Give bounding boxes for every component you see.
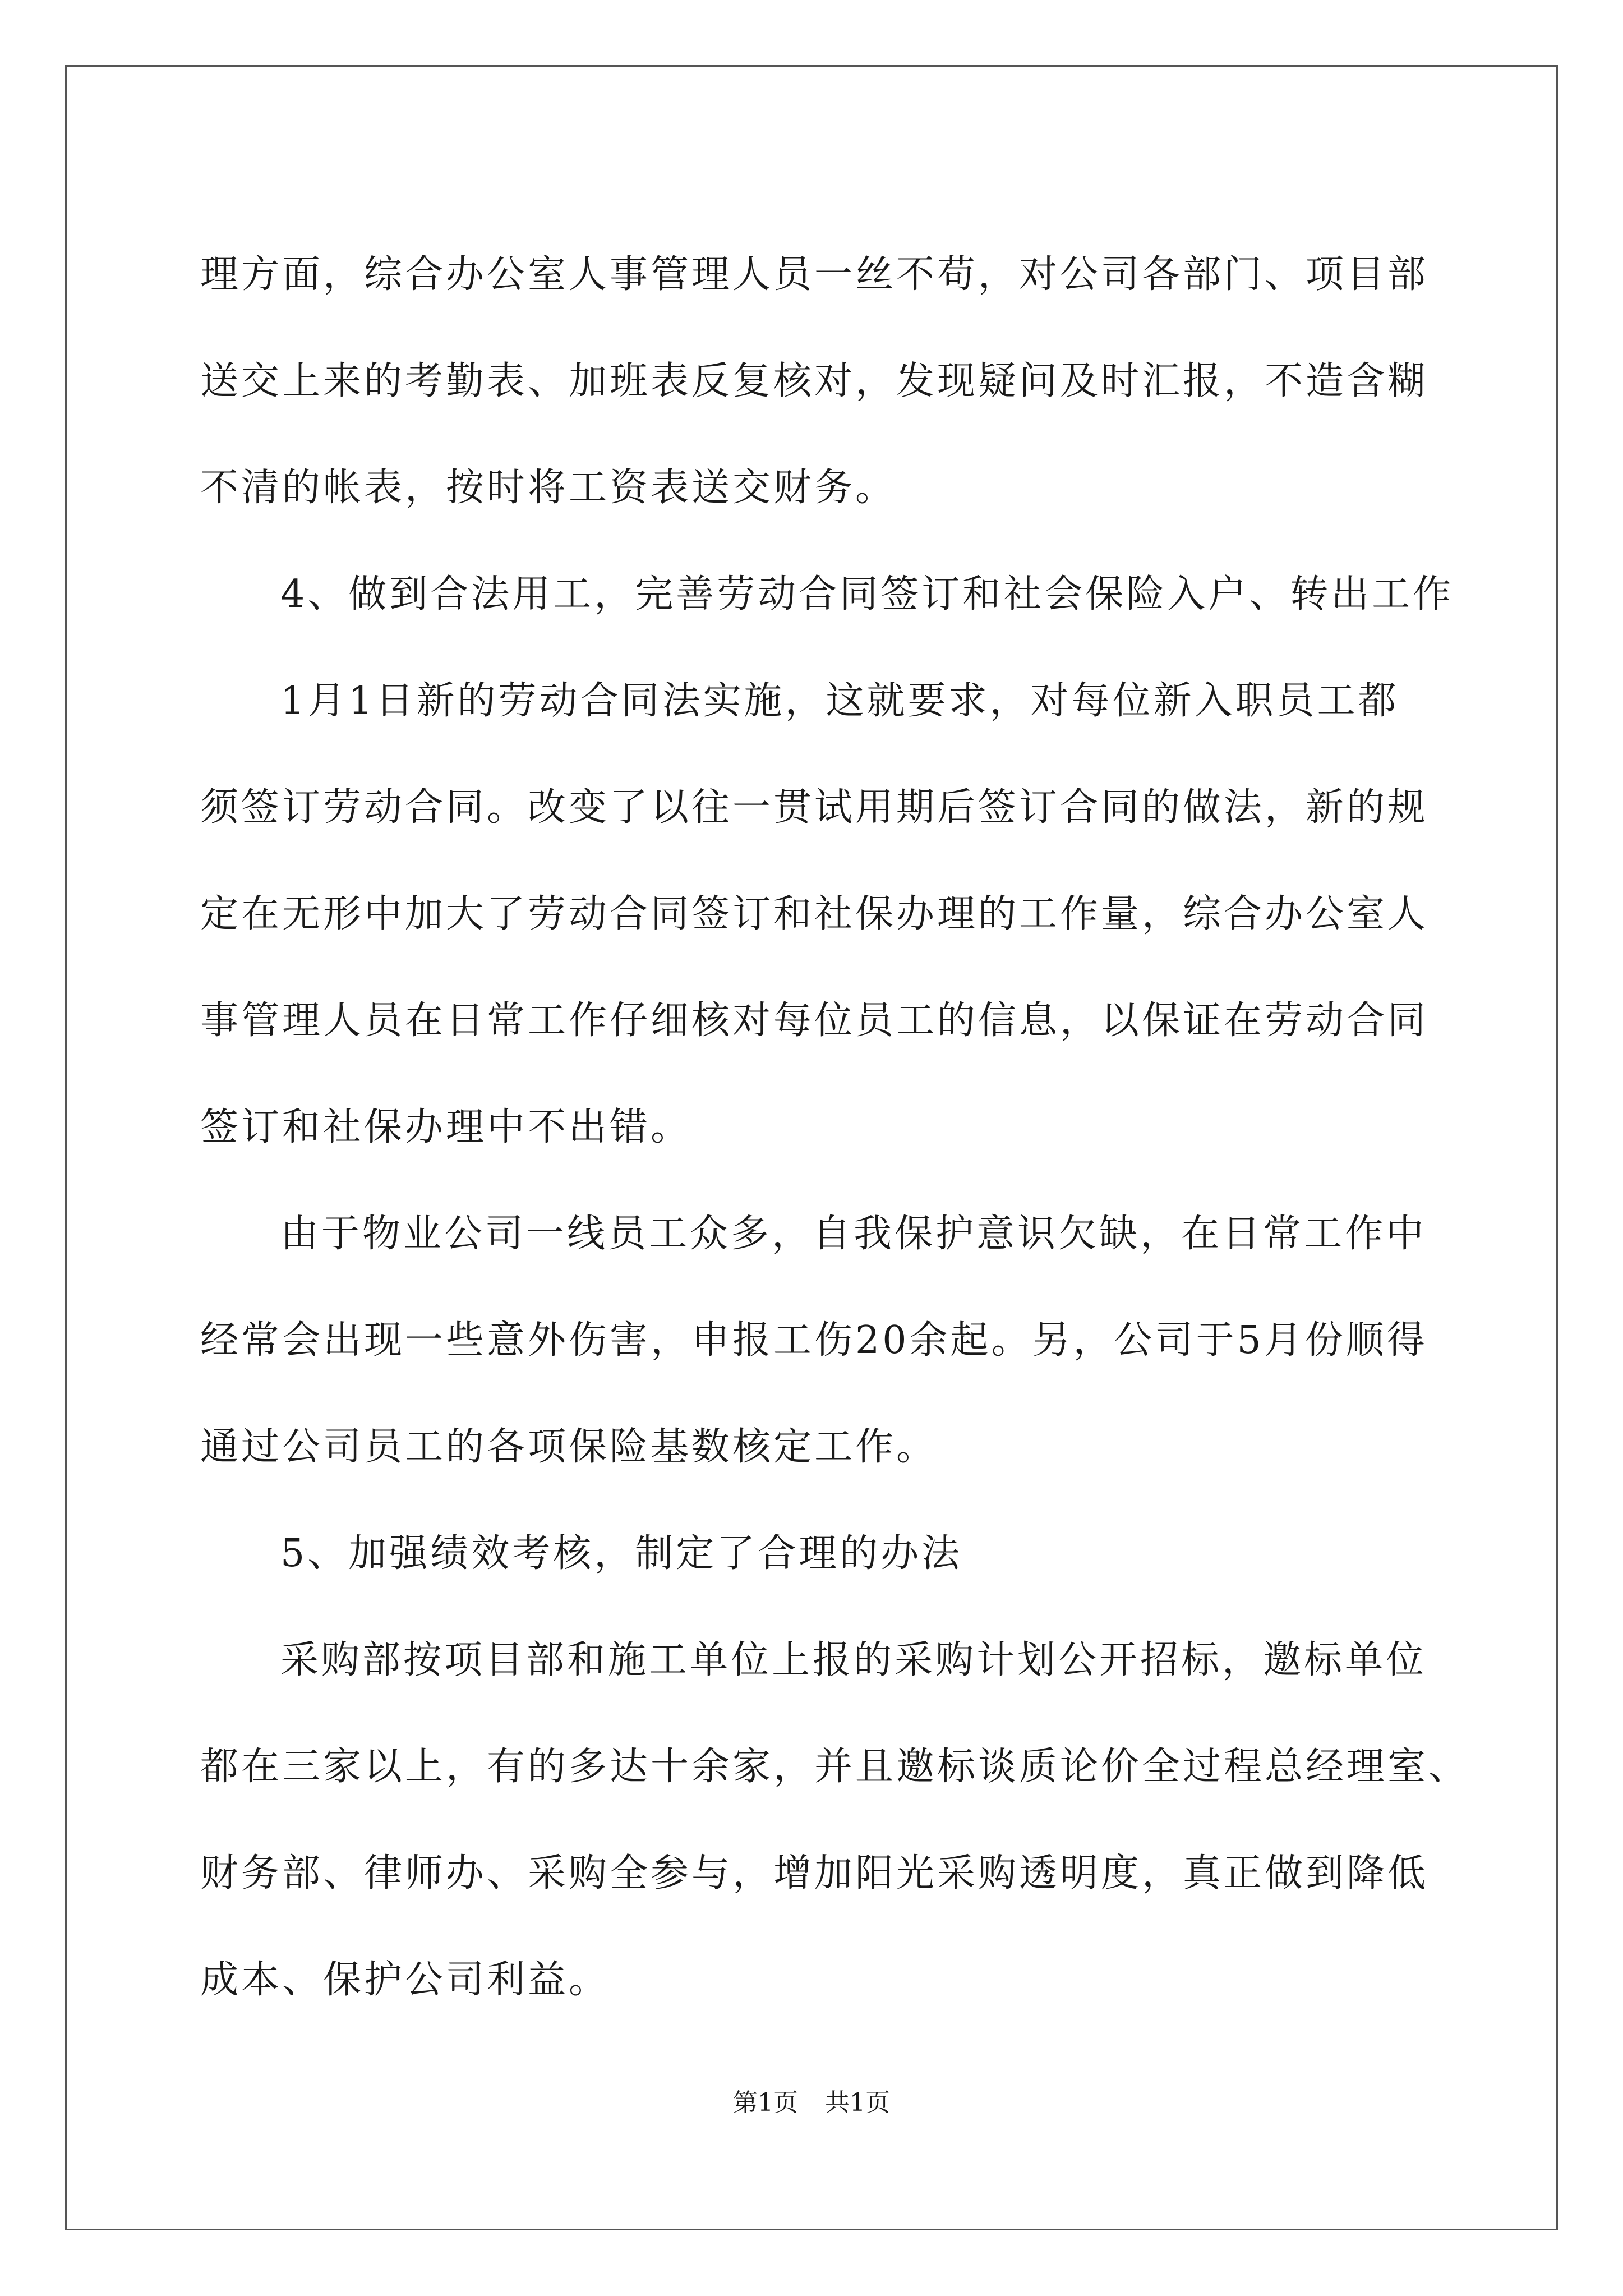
text-line: 采购部按项目部和施工单位上报的采购计划公开招标，邀标单位 bbox=[280, 1638, 1427, 1682]
page-footer bbox=[0, 2082, 1623, 2118]
text-line: 定在无形中加大了劳动合同签订和社保办理的工作量，综合办公室人 bbox=[200, 892, 1429, 936]
section-heading: 5、加强绩效考核，制定了合理的办法 bbox=[280, 1531, 963, 1576]
text-line: 成本、保护公司利益。 bbox=[200, 1958, 610, 2002]
text-line: 送交上来的考勤表、加班表反复核对，发现疑问及时汇报，不造含糊 bbox=[200, 359, 1429, 403]
page-total: 共1页 bbox=[825, 2088, 890, 2117]
text-line: 通过公司员工的各项保险基数核定工作。 bbox=[200, 1425, 938, 1469]
text-line: 须签订劳动合同。改变了以往一贯试用期后签订合同的做法，新的规 bbox=[200, 785, 1429, 830]
text-line: 财务部、律师办、采购全参与，增加阳光采购透明度，真正做到降低 bbox=[200, 1851, 1429, 1895]
section-heading: 4、做到合法用工，完善劳动合同签订和社会保险入户、转出工作 bbox=[280, 572, 1454, 616]
text-line: 不清的帐表，按时将工资表送交财务。 bbox=[200, 466, 897, 510]
text-line: 事管理人员在日常工作仔细核对每位员工的信息，以保证在劳动合同 bbox=[200, 999, 1429, 1043]
text-line: 1月1日新的劳动合同法实施，这就要求，对每位新入职员工都 bbox=[280, 679, 1399, 723]
text-line: 签订和社保办理中不出错。 bbox=[200, 1105, 692, 1149]
document-body bbox=[200, 222, 1468, 2033]
text-line: 理方面，综合办公室人事管理人员一丝不苟，对公司各部门、项目部 bbox=[200, 252, 1429, 297]
page-number: 第1页 bbox=[733, 2088, 798, 2117]
text-line: 都在三家以上，有的多达十余家，并且邀标谈质论价全过程总经理室、 bbox=[200, 1745, 1470, 1789]
text-line: 由于物业公司一线员工众多，自我保护意识欠缺，在日常工作中 bbox=[280, 1212, 1427, 1256]
text-line: 经常会出现一些意外伤害，申报工伤20余起。另，公司于5月份顺得 bbox=[200, 1318, 1428, 1363]
